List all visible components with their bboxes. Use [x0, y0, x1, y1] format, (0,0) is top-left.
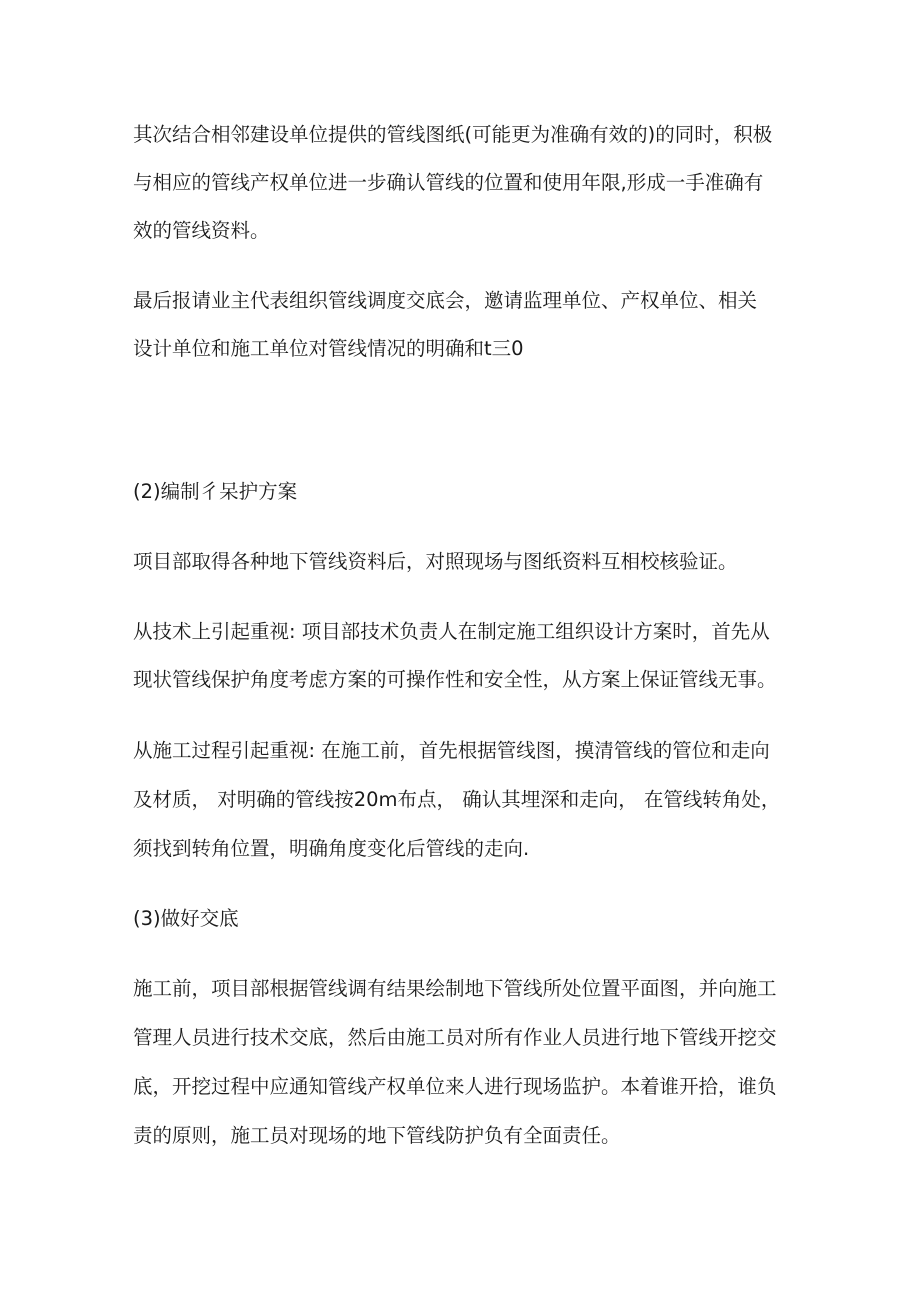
paragraph-4-line-1: 从技术上引起重视: 项目部技术负责人在制定施工组织设计方案时，首先从 [133, 620, 770, 643]
section-heading-2: (2)编制彳呆护方案 [133, 480, 298, 503]
paragraph-6-line-4: 责的原则，施工员对现场的地下管线防护负有全面责任。 [133, 1124, 621, 1147]
paragraph-1-line-1: 其次结合相邻建设单位提供的管线图纸(可能更为准确有效的)的同时，积极 [133, 123, 773, 146]
paragraph-5-line-2: 及材质， 对明确的管线按20m布点， 确认其埋深和走向， 在管线转角处， [133, 788, 781, 811]
paragraph-3-line-1: 项目部取得各种地下管线资料后，对照现场与图纸资料互相校核验证。 [133, 550, 738, 573]
paragraph-4-line-2: 现状管线保护角度考虑方案的可操作性和安全性，从方案上保证管线无事。 [133, 668, 777, 691]
paragraph-2-line-2: 设计单位和施工单位对管线情况的明确和t三0 [133, 337, 524, 360]
section-heading-3: (3)做好交底 [133, 907, 239, 930]
paragraph-1-line-2: 与相应的管线产权单位进一步确认管线的位置和使用年限,形成一手准确有 [133, 171, 764, 194]
paragraph-6-line-3: 底，开挖过程中应通知管线产权单位来人进行现场监护。本着谁开拾，谁负 [133, 1075, 777, 1098]
paragraph-6-line-2: 管理人员进行技术交底，然后由施工员对所有作业人员进行地下管线开挖交 [133, 1026, 777, 1049]
paragraph-1-line-3: 效的管线资料。 [133, 219, 270, 242]
paragraph-6-line-1: 施工前，项目部根据管线调有结果绘制地下管线所处位置平面图，并向施工 [133, 977, 777, 1000]
paragraph-2-line-1: 最后报请业主代表组织管线调度交底会，邀请监理单位、产权单位、相关 [133, 289, 758, 312]
paragraph-5-line-1: 从施工过程引起重视: 在施工前，首先根据管线图，摸清管线的管位和走向 [133, 739, 770, 762]
paragraph-5-line-3: 须找到转角位置，明确角度变化后管线的走向. [133, 837, 530, 860]
